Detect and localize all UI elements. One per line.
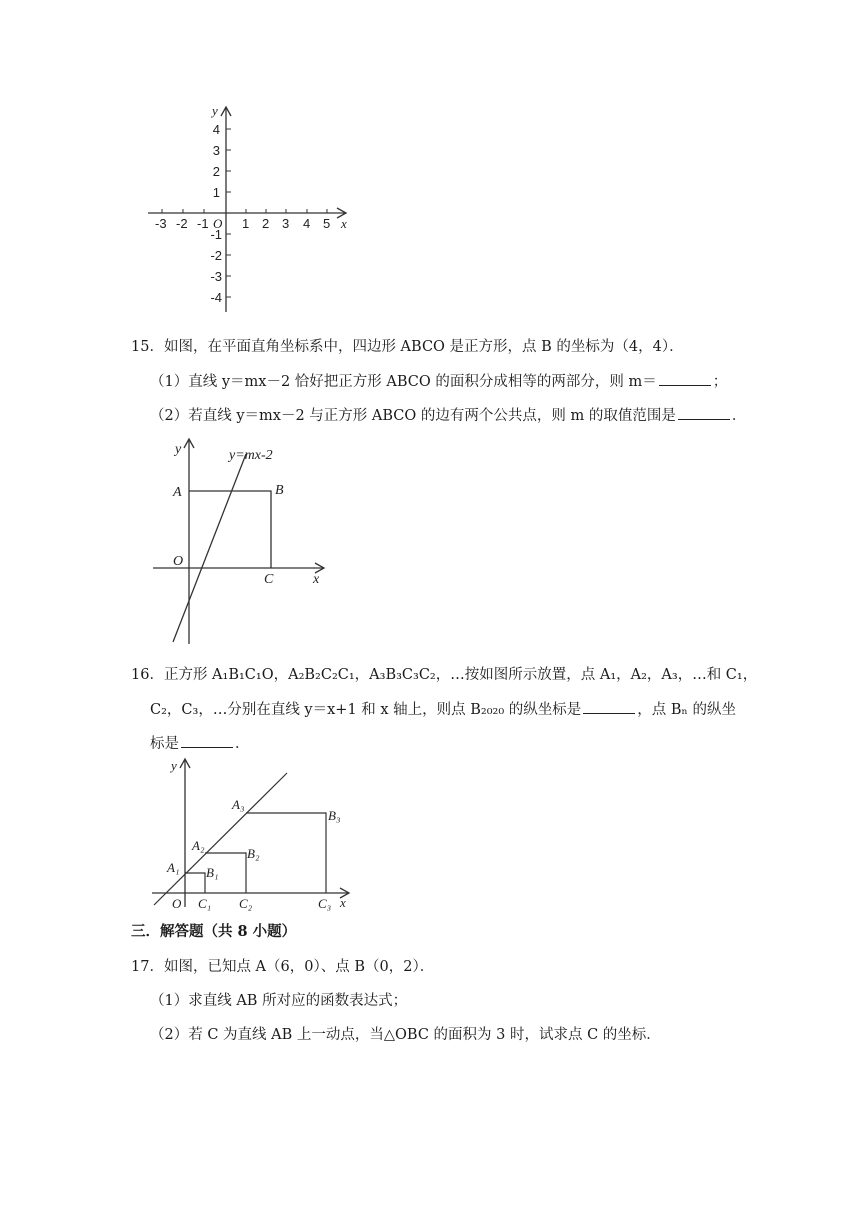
q16-line3-end: ． <box>235 736 250 752</box>
q16-line2b: ，点 Bₙ 的纵坐 <box>637 702 736 718</box>
section-heading: 三．解答题（共 8 小题） <box>131 923 297 940</box>
line-label: y=mx-2 <box>229 448 273 463</box>
x-tick-label: 2 <box>262 216 270 231</box>
q17-stem: 17．如图，已知点 A（6，0）、点 B（0，2）． <box>131 959 435 975</box>
y-axis-label: y <box>171 758 177 773</box>
point-c3-label: C₃ <box>318 896 332 911</box>
x-tick-label: 4 <box>303 216 311 231</box>
y-tick-label: 3 <box>212 143 220 158</box>
q15-part1-text: （1）直线 y＝mx－2 恰好把正方形 ABCO 的面积分成相等的两部分，则 m＝ <box>150 374 657 390</box>
y-axis-label: y <box>212 103 218 118</box>
x-tick-label: -2 <box>176 216 188 231</box>
q17-part2: （2）若 C 为直线 AB 上一动点，当△OBC 的面积为 3 时，试求点 C 的坐标． <box>150 1027 661 1043</box>
coordinate-axes-figure <box>140 100 360 320</box>
q16-line2a: C₂，C₃，…分别在直线 y＝x+1 和 x 轴上，则点 B₂₀₂₀ 的纵坐标是 <box>150 702 582 718</box>
y-axis-label: y <box>175 442 182 457</box>
answer-blank[interactable] <box>181 733 233 748</box>
point-b1-label: B₁ <box>206 865 219 880</box>
x-tick-label: -3 <box>155 216 167 231</box>
y-tick-label: 4 <box>212 122 220 137</box>
q15-part2-end: ． <box>731 408 747 424</box>
square-1 <box>185 873 205 893</box>
point-b-label: B <box>275 483 284 498</box>
y-tick-label: -1 <box>210 227 222 242</box>
point-c-label: C <box>264 572 274 587</box>
point-a1-label: A₁ <box>167 860 180 875</box>
q16-line2 <box>150 699 736 720</box>
point-b2-label: B₂ <box>247 846 260 861</box>
q15-part1 <box>150 371 727 392</box>
point-b3-label: B₃ <box>328 808 341 823</box>
point-c1-label: C₁ <box>198 896 212 911</box>
q16-line3 <box>150 733 250 754</box>
y-tick-label: -3 <box>210 269 222 284</box>
q16-line1: 16．正方形 A₁B₁C₁O，A₂B₂C₂C₁，A₃B₃C₃C₂，…按如图所示放置，点 A₁，A₂，A₃，…和 C₁， <box>131 667 758 683</box>
x-tick-label: 1 <box>242 216 250 231</box>
point-a-label: A <box>173 485 182 500</box>
line-y-mx-2 <box>173 454 246 642</box>
point-c2-label: C₂ <box>239 896 253 911</box>
answer-blank[interactable] <box>583 699 635 714</box>
q15-square-figure <box>145 434 335 649</box>
q16-line3-text: 标是 <box>150 736 179 752</box>
origin-label: O <box>172 896 182 911</box>
answer-blank[interactable] <box>659 371 711 386</box>
q15-stem: 15．如图，在平面直角坐标系中，四边形 ABCO 是正方形，点 B 的坐标为（4，4）． <box>131 339 684 355</box>
square-abco <box>189 491 271 568</box>
q17-part1: （1）求直线 AB 所对应的函数表达式； <box>150 993 408 1009</box>
y-tick-label: 1 <box>212 185 220 200</box>
q15-part2 <box>150 405 746 426</box>
point-a3-label: A₃ <box>232 797 245 812</box>
x-tick-label: 3 <box>282 216 290 231</box>
x-tick-label: -1 <box>197 216 209 231</box>
x-axis-label: x <box>341 216 347 231</box>
x-axis-label: x <box>340 895 346 910</box>
q15-part1-end: ； <box>712 374 728 390</box>
x-axis-label: x <box>313 572 320 587</box>
y-tick-label: -4 <box>210 290 222 305</box>
q15-part2-text: （2）若直线 y＝mx－2 与正方形 ABCO 的边有两个公共点，则 m 的取值范围是 <box>150 408 676 424</box>
q16-squares-figure <box>148 755 363 915</box>
point-a2-label: A₂ <box>192 838 205 853</box>
x-tick-label: 5 <box>323 216 331 231</box>
y-tick-label: 2 <box>212 164 220 179</box>
y-tick-label: -2 <box>210 248 222 263</box>
answer-blank[interactable] <box>678 405 730 420</box>
origin-label: O <box>213 216 223 231</box>
line-y-x-plus-1 <box>154 773 287 905</box>
origin-label: O <box>173 554 184 569</box>
